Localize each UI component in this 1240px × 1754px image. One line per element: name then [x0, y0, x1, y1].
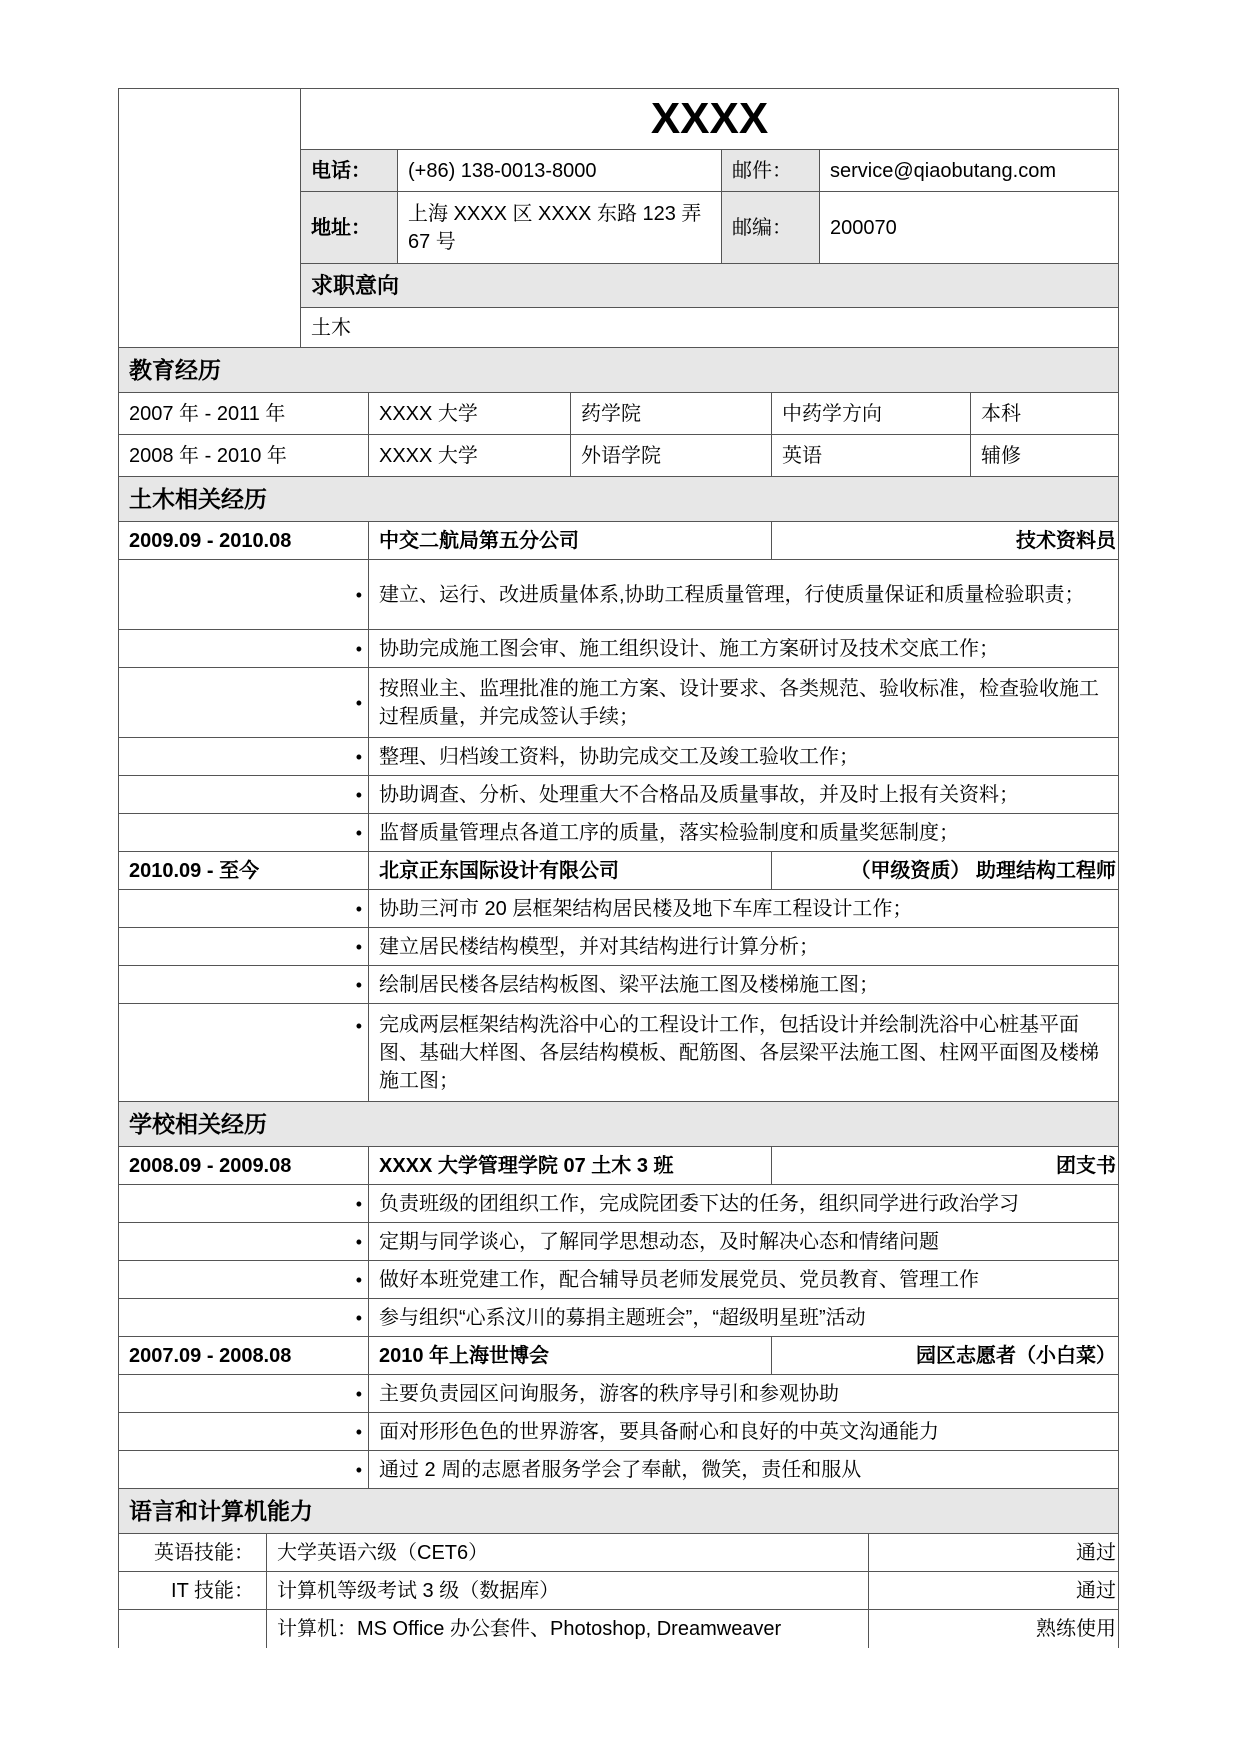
intent-title: 求职意向 — [301, 264, 1119, 308]
bullet-marker: • — [119, 1004, 369, 1102]
job-role: 园区志愿者（小白菜） — [772, 1337, 1119, 1375]
job-bullet: 按照业主、监理批准的施工方案、设计要求、各类规范、验收标准，检查验收施工过程质量，并完成签认手续； — [369, 668, 1119, 738]
job-bullet: 面对形形色色的世界游客，要具备耐心和良好的中英文沟通能力 — [369, 1413, 1119, 1451]
photo-box — [119, 89, 301, 348]
email-label: 邮件： — [722, 150, 820, 192]
phone-label: 电话： — [301, 150, 398, 192]
job-bullet: 监督质量管理点各道工序的质量，落实检验制度和质量奖惩制度； — [369, 814, 1119, 852]
skill-item: 计算机等级考试 3 级（数据库） — [267, 1572, 869, 1610]
bullet-marker: • — [119, 814, 369, 852]
edu-dept: 外语学院 — [571, 435, 772, 477]
edu-degree: 本科 — [971, 393, 1119, 435]
section-title-school: 学校相关经历 — [119, 1102, 1119, 1147]
bullet-marker: • — [119, 738, 369, 776]
job-bullet: 整理、归档竣工资料，协助完成交工及竣工验收工作； — [369, 738, 1119, 776]
education-table — [118, 347, 1119, 477]
bullet-marker: • — [119, 1375, 369, 1413]
bullet-marker: • — [119, 1451, 369, 1489]
bullet-marker: • — [119, 1413, 369, 1451]
skill-label: 英语技能： — [119, 1534, 267, 1572]
edu-major: 英语 — [772, 435, 971, 477]
edu-school: XXXX 大学 — [369, 435, 571, 477]
resume — [118, 88, 1118, 1648]
intent-value: 土木 — [301, 308, 1119, 348]
skill-level: 通过 — [869, 1534, 1119, 1572]
skill-label: IT 技能： — [119, 1572, 267, 1610]
skill-level: 熟练使用 — [869, 1610, 1119, 1648]
edu-school: XXXX 大学 — [369, 393, 571, 435]
zip-value: 200070 — [820, 192, 1119, 264]
job-org: 2010 年上海世博会 — [369, 1337, 772, 1375]
job-org: XXXX 大学管理学院 07 土木 3 班 — [369, 1147, 772, 1185]
job-bullet: 完成两层框架结构洗浴中心的工程设计工作，包括设计并绘制洗浴中心桩基平面图、基础大样图、各层结构模板、配筋图、各层梁平法施工图、柱网平面图及楼梯施工图； — [369, 1004, 1119, 1102]
job-bullet: 绘制居民楼各层结构板图、梁平法施工图及楼梯施工图； — [369, 966, 1119, 1004]
job-bullet: 协助完成施工图会审、施工组织设计、施工方案研讨及技术交底工作； — [369, 630, 1119, 668]
address-value: 上海 XXXX 区 XXXX 东路 123 弄 67 号 — [398, 192, 722, 264]
job-bullet: 通过 2 周的志愿者服务学会了奉献，微笑，责任和服从 — [369, 1451, 1119, 1489]
zip-label: 邮编： — [722, 192, 820, 264]
bullet-marker: • — [119, 928, 369, 966]
bullet-marker: • — [119, 560, 369, 630]
skill-level: 通过 — [869, 1572, 1119, 1610]
job-role: 团支书 — [772, 1147, 1119, 1185]
skill-item: 大学英语六级（CET6） — [267, 1534, 869, 1572]
edu-dept: 药学院 — [571, 393, 772, 435]
job-role: 技术资料员 — [772, 522, 1119, 560]
job-bullet: 定期与同学谈心，了解同学思想动态，及时解决心态和情绪问题 — [369, 1223, 1119, 1261]
job-bullet: 建立居民楼结构模型，并对其结构进行计算分析； — [369, 928, 1119, 966]
civil-table — [118, 476, 1119, 1102]
skill-item: 计算机：MS Office 办公套件、Photoshop, Dreamweaver — [267, 1610, 869, 1648]
section-title-skills: 语言和计算机能力 — [119, 1489, 1119, 1534]
job-bullet: 主要负责园区问询服务，游客的秩序导引和参观协助 — [369, 1375, 1119, 1413]
job-bullet: 协助调查、分析、处理重大不合格品及质量事故，并及时上报有关资料； — [369, 776, 1119, 814]
job-bullet: 建立、运行、改进质量体系,协助工程质量管理，行使质量保证和质量检验职责； — [369, 560, 1119, 630]
bullet-marker: • — [119, 890, 369, 928]
skills-table — [118, 1488, 1119, 1648]
section-title-education: 教育经历 — [119, 348, 1119, 393]
candidate-name: XXXX — [301, 89, 1119, 150]
job-period: 2007.09 - 2008.08 — [119, 1337, 369, 1375]
bullet-marker: • — [119, 1299, 369, 1337]
skill-label — [119, 1610, 267, 1648]
job-bullet: 协助三河市 20 层框架结构居民楼及地下车库工程设计工作； — [369, 890, 1119, 928]
edu-major: 中药学方向 — [772, 393, 971, 435]
section-title-civil: 土木相关经历 — [119, 477, 1119, 522]
bullet-marker: • — [119, 1185, 369, 1223]
job-role: （甲级资质） 助理结构工程师 — [772, 852, 1119, 890]
bullet-marker: • — [119, 966, 369, 1004]
email-value: service@qiaobutang.com — [820, 150, 1119, 192]
job-bullet: 做好本班党建工作，配合辅导员老师发展党员、党员教育、管理工作 — [369, 1261, 1119, 1299]
job-org: 中交二航局第五分公司 — [369, 522, 772, 560]
job-period: 2008.09 - 2009.08 — [119, 1147, 369, 1185]
bullet-marker: • — [119, 668, 369, 738]
bullet-marker: • — [119, 776, 369, 814]
job-bullet: 参与组织“心系汶川的募捐主题班会”，“超级明星班”活动 — [369, 1299, 1119, 1337]
bullet-marker: • — [119, 1223, 369, 1261]
job-bullet: 负责班级的团组织工作，完成院团委下达的任务，组织同学进行政治学习 — [369, 1185, 1119, 1223]
job-period: 2010.09 - 至今 — [119, 852, 369, 890]
job-period: 2009.09 - 2010.08 — [119, 522, 369, 560]
edu-degree: 辅修 — [971, 435, 1119, 477]
header-table — [118, 88, 1119, 348]
job-org: 北京正东国际设计有限公司 — [369, 852, 772, 890]
edu-period: 2007 年 - 2011 年 — [119, 393, 369, 435]
bullet-marker: • — [119, 630, 369, 668]
phone-value: (+86) 138-0013-8000 — [398, 150, 722, 192]
edu-period: 2008 年 - 2010 年 — [119, 435, 369, 477]
address-label: 地址： — [301, 192, 398, 264]
bullet-marker: • — [119, 1261, 369, 1299]
school-table — [118, 1101, 1119, 1489]
